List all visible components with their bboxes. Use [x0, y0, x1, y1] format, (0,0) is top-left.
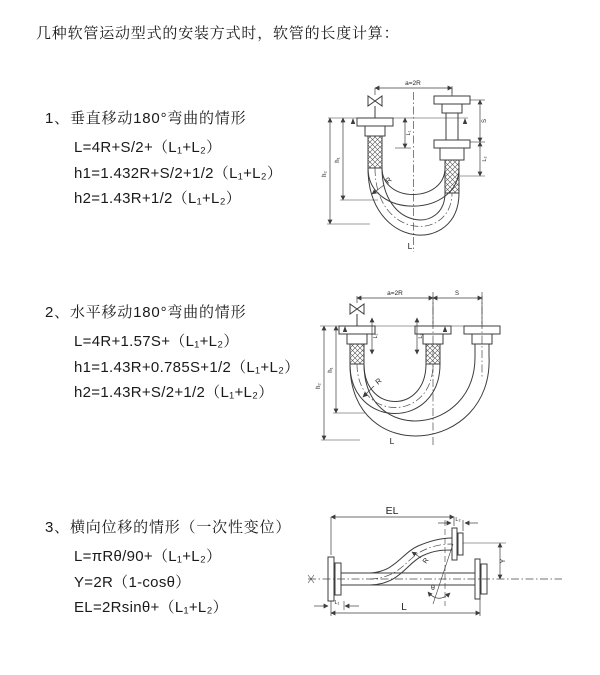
diagram-vertical-bend — [310, 72, 600, 260]
flange — [458, 533, 463, 555]
dim-label-h2: h₂ — [316, 383, 322, 389]
flange — [347, 334, 367, 344]
dim-label-h1: h₁ — [335, 157, 341, 163]
braided-hose-section — [445, 160, 459, 193]
up-arrow-mark — [343, 326, 347, 332]
hose-curve — [364, 364, 426, 402]
dim-label-l2: L₂ — [455, 517, 461, 523]
braided-hose-section — [426, 344, 440, 364]
section-2-heading: 2、水平移动180°弯曲的情形 — [45, 304, 247, 321]
centerlines — [308, 520, 562, 606]
radius-line — [433, 544, 453, 604]
dimension-lines — [316, 290, 495, 446]
flange — [442, 104, 462, 113]
formula-line: EL=2Rsinθ+（L₁+L₂） — [74, 599, 228, 616]
section-horizontal-bend — [45, 303, 300, 406]
dim-label-s: S — [454, 291, 460, 297]
dim-label-span: a=2R — [405, 80, 421, 87]
section-1-heading: 1、垂直移动180°弯曲的情形 — [45, 110, 247, 127]
formula-line: L=4R+1.57S+（L₁+L₂） — [74, 333, 239, 350]
formula-line: Y=2R（1-cosθ） — [74, 573, 191, 591]
dim-label-h1: h₁ — [328, 367, 334, 373]
formula-line: h2=1.43R+1/2（L₁+L₂） — [74, 190, 242, 207]
dim-label-l: L — [401, 602, 407, 613]
dim-label-r: R — [383, 175, 394, 186]
dim-label-l1: L₁ — [373, 333, 379, 339]
dim-label-span: a=2R — [387, 290, 403, 297]
flange — [365, 126, 385, 136]
dim-label-r: R — [373, 376, 384, 387]
dim-label-l: L — [389, 436, 395, 446]
hose-centerline — [357, 364, 433, 408]
hose-centerline — [370, 544, 452, 579]
formula-line: L=πRθ/90+（L₁+L₂） — [74, 548, 222, 565]
hose-curve-displaced — [370, 538, 452, 573]
dim-label-el: EL — [385, 505, 399, 517]
dim-label-y: Y — [500, 558, 507, 564]
braided-hose-section — [368, 136, 382, 168]
braided-hose-section — [350, 344, 364, 364]
up-arrow-mark — [443, 326, 447, 332]
dimension-lines — [322, 80, 488, 251]
dim-label-l1: L₁ — [406, 130, 412, 136]
dim-label-l1: L₁ — [334, 600, 340, 606]
valve-icon — [368, 96, 382, 106]
dim-label-l2: L₂ — [418, 333, 424, 339]
hose-curve-displaced — [370, 550, 452, 585]
section-vertical-bend — [45, 109, 282, 212]
hose-curve — [350, 364, 440, 414]
dim-label-l: L — [407, 241, 413, 251]
valve-icon — [350, 304, 364, 314]
diagram-lateral-offset — [300, 500, 600, 642]
page-title: 几种软管运动型式的安装方式时，软管的长度计算： — [36, 25, 400, 42]
dim-label-h2: h₂ — [322, 171, 328, 177]
up-arrow-mark — [351, 118, 355, 124]
flange — [434, 96, 470, 104]
formula-line: h1=1.43R+0.785S+1/2（L₁+L₂） — [74, 358, 300, 376]
formula-line: L=4R+S/2+（L₁+L₂） — [74, 139, 222, 156]
formula-line: h2=1.43R+S/2+1/2（L₁+L₂） — [74, 384, 274, 401]
dim-label-l2: L₂ — [482, 156, 488, 162]
diagram-horizontal-bend — [310, 278, 600, 470]
hose-assembly — [339, 304, 500, 436]
formula-line: h1=1.432R+S/2+1/2（L₁+L₂） — [74, 164, 283, 182]
flange — [357, 118, 393, 126]
dim-label-s: S — [482, 118, 488, 124]
hose-assembly — [328, 528, 487, 604]
section-3-heading: 3、横向位移的情形（一次性变位） — [45, 519, 292, 536]
flange — [434, 140, 470, 148]
dim-label-r: R — [421, 556, 431, 566]
section-lateral-offset — [45, 518, 291, 621]
flange — [440, 148, 464, 160]
up-arrow-mark — [463, 118, 467, 124]
dim-label-theta: θ — [431, 585, 435, 592]
